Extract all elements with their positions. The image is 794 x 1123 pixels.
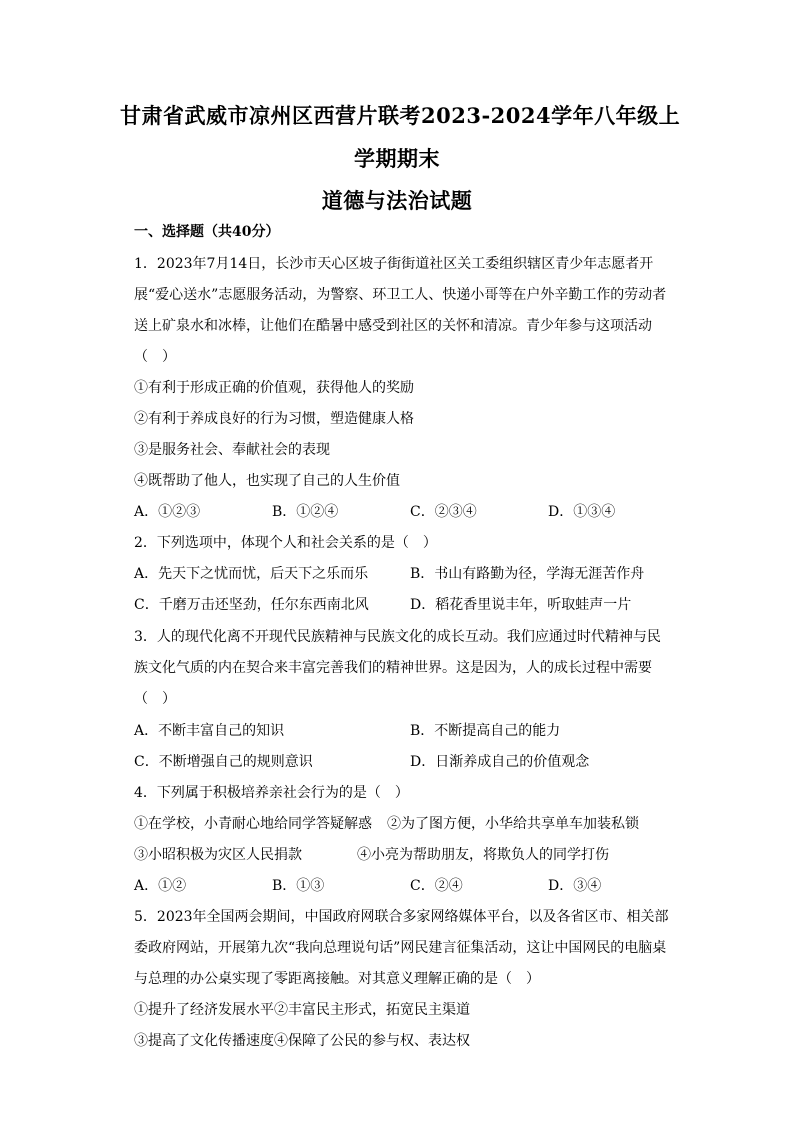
q5-item: ①提升了经济发展水平②丰富民主形式，拓宽民主渠道 xyxy=(134,1002,470,1018)
q3-stem-line: 族文化气质的内在契合来丰富完善我们的精神世界。这是因为，人的成长过程中需要 xyxy=(134,660,652,676)
q1-stem-line: 送上矿泉水和冰棒，让他们在酷暑中感受到社区的关怀和清凉。青少年参与这项活动 xyxy=(134,318,652,334)
q1-item: ④既帮助了他人，也实现了自己的人生价值 xyxy=(134,473,400,489)
q5-stem-line: 委政府网站，开展第九次“我向总理说句话”网民建言征集活动，这让中国网民的电脑桌 xyxy=(134,940,667,956)
q4-option-b[interactable]: B．①③ xyxy=(272,878,325,894)
q2-option-a[interactable]: A．先天下之忧而忧，后天下之乐而乐 xyxy=(134,566,369,582)
q4-item: ②为了图方便，小华给共享单车加装私锁 xyxy=(387,816,639,832)
q4-stem: 4．下列属于积极培养亲社会行为的是（ ） xyxy=(134,785,409,801)
q4-item: ①在学校，小青耐心地给同学答疑解惑 xyxy=(134,816,372,832)
exam-subject-title: 道德与法治试题 xyxy=(321,188,473,213)
q1-stem-line: 展“爱心送水”志愿服务活动，为警察、环卫工人、快递小哥等在户外辛勤工作的劳动者 xyxy=(134,287,667,303)
q2-option-b[interactable]: B．书山有路勤为径，学海无涯苦作舟 xyxy=(410,566,645,582)
exam-title-line1: 甘肃省武威市凉州区西营片联考2023-2024学年八年级上 xyxy=(120,103,681,128)
q1-option-a[interactable]: A．①②③ xyxy=(134,504,201,520)
q3-stem-line: 3．人的现代化离不开现代民族精神与民族文化的成长互动。我们应通过时代精神与民 xyxy=(134,629,661,645)
q1-item: ③是服务社会、奉献社会的表现 xyxy=(134,442,330,458)
q4-option-a[interactable]: A．①② xyxy=(134,878,187,894)
q1-option-d[interactable]: D．①③④ xyxy=(548,504,616,520)
q5-stem-line: 与总理的办公桌实现了零距离接触。对其意义理解正确的是（ ） xyxy=(134,971,540,987)
q4-option-d[interactable]: D．③④ xyxy=(548,878,602,894)
q1-item: ①有利于形成正确的价值观，获得他人的奖励 xyxy=(134,380,414,396)
q4-item: ③小昭积极为灾区人民捐款 xyxy=(134,847,302,863)
q3-option-c[interactable]: C．不断增强自己的规则意识 xyxy=(134,754,313,770)
section-heading: 一、选择题（共40分） xyxy=(134,224,280,240)
q2-option-d[interactable]: D．稻花香里说丰年，听取蛙声一片 xyxy=(410,597,632,613)
q2-option-c[interactable]: C．千磨万击还坚劲，任尔东西南北风 xyxy=(134,597,369,613)
q3-option-a[interactable]: A．不断丰富自己的知识 xyxy=(134,723,285,739)
q2-stem: 2．下列选项中，体现个人和社会关系的是（ ） xyxy=(134,535,437,551)
q1-stem-line: 1．2023年7月14日，长沙市天心区坡子街街道社区关工委组织辖区青少年志愿者开 xyxy=(134,256,654,272)
exam-title-line2: 学期期末 xyxy=(354,146,440,171)
q1-item: ②有利于养成良好的行为习惯，塑造健康人格 xyxy=(134,411,414,427)
q5-item: ③提高了文化传播速度④保障了公民的参与权、表达权 xyxy=(134,1033,470,1049)
q4-option-c[interactable]: C．②④ xyxy=(410,878,463,894)
q3-answer-blank: （ ） xyxy=(134,691,176,707)
q1-option-c[interactable]: C．②③④ xyxy=(410,504,477,520)
q4-item: ④小亮为帮助朋友，将欺负人的同学打伤 xyxy=(357,847,609,863)
q3-option-b[interactable]: B．不断提高自己的能力 xyxy=(410,723,561,739)
q1-option-b[interactable]: B．①②④ xyxy=(272,504,339,520)
q5-stem-line: 5．2023年全国两会期间，中国政府网联合多家网络媒体平台，以及各省区市、相关部 xyxy=(134,909,669,925)
q3-option-d[interactable]: D．日渐养成自己的价值观念 xyxy=(410,754,590,770)
q1-answer-blank: （ ） xyxy=(134,349,176,365)
